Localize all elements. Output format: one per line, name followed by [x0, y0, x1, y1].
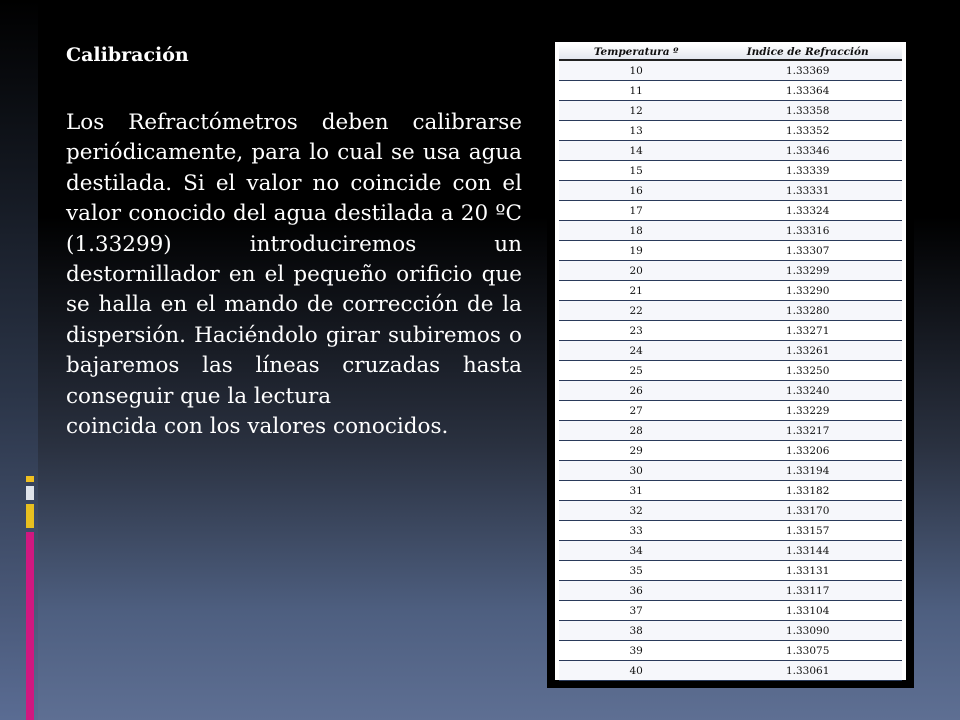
table-row — [559, 321, 902, 341]
table-row — [559, 181, 902, 201]
temperature-cell: 14 — [559, 141, 713, 161]
temperature-cell: 16 — [559, 181, 713, 201]
temperature-cell: 30 — [559, 461, 713, 481]
temperature-cell: 40 — [559, 661, 713, 681]
refraction-index-cell: 1.33157 — [713, 521, 902, 541]
refraction-table-image — [555, 42, 906, 680]
temperature-cell: 39 — [559, 641, 713, 661]
refraction-index-cell: 1.33358 — [713, 101, 902, 121]
temperature-cell: 38 — [559, 621, 713, 641]
table-row — [559, 441, 902, 461]
table-row — [559, 501, 902, 521]
table-row — [559, 641, 902, 661]
refraction-index-cell: 1.33229 — [713, 401, 902, 421]
temperature-cell: 32 — [559, 501, 713, 521]
body-paragraph-last-line: coincida con los valores conocidos. — [66, 414, 449, 440]
temperature-cell: 22 — [559, 301, 713, 321]
refraction-index-cell: 1.33182 — [713, 481, 902, 501]
temperature-cell: 28 — [559, 421, 713, 441]
refraction-index-cell: 1.33339 — [713, 161, 902, 181]
temperature-cell: 31 — [559, 481, 713, 501]
refraction-index-cell: 1.33316 — [713, 221, 902, 241]
table-row — [559, 281, 902, 301]
refraction-index-cell: 1.33324 — [713, 201, 902, 221]
table-row — [559, 421, 902, 441]
refraction-index-cell: 1.33217 — [713, 421, 902, 441]
table-row — [559, 481, 902, 501]
decorative-stripe-yellow — [26, 476, 34, 482]
table-row — [559, 121, 902, 141]
temperature-cell: 33 — [559, 521, 713, 541]
temperature-cell: 27 — [559, 401, 713, 421]
refraction-index-cell: 1.33144 — [713, 541, 902, 561]
table-row — [559, 661, 902, 681]
temperature-cell: 29 — [559, 441, 713, 461]
table-row — [559, 221, 902, 241]
refraction-index-cell: 1.33331 — [713, 181, 902, 201]
table-row — [559, 60, 902, 81]
temperature-cell: 23 — [559, 321, 713, 341]
column-header-temperature: Temperatura º — [559, 44, 713, 60]
refraction-index-cell: 1.33290 — [713, 281, 902, 301]
temperature-cell: 11 — [559, 81, 713, 101]
table-row — [559, 381, 902, 401]
refraction-index-cell: 1.33352 — [713, 121, 902, 141]
table-row — [559, 461, 902, 481]
refraction-index-cell: 1.33090 — [713, 621, 902, 641]
refraction-index-cell: 1.33206 — [713, 441, 902, 461]
temperature-cell: 36 — [559, 581, 713, 601]
temperature-cell: 26 — [559, 381, 713, 401]
temperature-cell: 10 — [559, 60, 713, 81]
table-row — [559, 601, 902, 621]
table-row — [559, 201, 902, 221]
table-row — [559, 401, 902, 421]
refraction-table-frame — [547, 36, 914, 688]
table-row — [559, 81, 902, 101]
column-header-refraction-index: Indice de Refracción — [713, 44, 902, 60]
table-row — [559, 101, 902, 121]
temperature-cell: 15 — [559, 161, 713, 181]
table-header-row — [559, 44, 902, 60]
temperature-cell: 12 — [559, 101, 713, 121]
refraction-index-cell: 1.33240 — [713, 381, 902, 401]
refraction-index-cell: 1.33061 — [713, 661, 902, 681]
refraction-table — [559, 44, 902, 681]
temperature-cell: 25 — [559, 361, 713, 381]
refraction-index-cell: 1.33131 — [713, 561, 902, 581]
refraction-index-cell: 1.33194 — [713, 461, 902, 481]
table-row — [559, 521, 902, 541]
temperature-cell: 37 — [559, 601, 713, 621]
refraction-index-cell: 1.33299 — [713, 261, 902, 281]
temperature-cell: 34 — [559, 541, 713, 561]
body-paragraph — [66, 108, 522, 442]
table-row — [559, 261, 902, 281]
refraction-index-cell: 1.33307 — [713, 241, 902, 261]
body-paragraph-main: Los Refractómetros deben calibrarse periódicamente, para lo cual se usa agua destilada. Si el valor no coincide con el valor conocido del agua destilada a 20 ºC (1.33299) introduciremos un destornillador en el pequeño orificio que se halla en el mando de corrección de la dispersión. Haciéndolo girar subiremos o bajaremos las líneas cruzadas hasta conseguir que la lectura — [66, 110, 522, 409]
table-row — [559, 361, 902, 381]
refraction-index-cell: 1.33346 — [713, 141, 902, 161]
table-row — [559, 161, 902, 181]
temperature-cell: 13 — [559, 121, 713, 141]
temperature-cell: 19 — [559, 241, 713, 261]
refraction-index-cell: 1.33280 — [713, 301, 902, 321]
refraction-index-cell: 1.33250 — [713, 361, 902, 381]
refraction-index-cell: 1.33364 — [713, 81, 902, 101]
decorative-stripe-gold — [26, 504, 34, 528]
temperature-cell: 18 — [559, 221, 713, 241]
refraction-index-cell: 1.33170 — [713, 501, 902, 521]
slide-title: Calibración — [66, 44, 189, 66]
table-row — [559, 621, 902, 641]
temperature-cell: 20 — [559, 261, 713, 281]
temperature-cell: 35 — [559, 561, 713, 581]
table-row — [559, 301, 902, 321]
refraction-index-cell: 1.33261 — [713, 341, 902, 361]
table-row — [559, 141, 902, 161]
table-body — [559, 60, 902, 681]
refraction-index-cell: 1.33075 — [713, 641, 902, 661]
temperature-cell: 17 — [559, 201, 713, 221]
table-row — [559, 561, 902, 581]
refraction-index-cell: 1.33369 — [713, 60, 902, 81]
refraction-index-cell: 1.33271 — [713, 321, 902, 341]
temperature-cell: 24 — [559, 341, 713, 361]
table-row — [559, 541, 902, 561]
refraction-index-cell: 1.33117 — [713, 581, 902, 601]
decorative-stripe-magenta — [26, 532, 34, 720]
table-row — [559, 341, 902, 361]
table-row — [559, 241, 902, 261]
refraction-index-cell: 1.33104 — [713, 601, 902, 621]
temperature-cell: 21 — [559, 281, 713, 301]
table-row — [559, 581, 902, 601]
decorative-stripe-white — [26, 486, 34, 500]
